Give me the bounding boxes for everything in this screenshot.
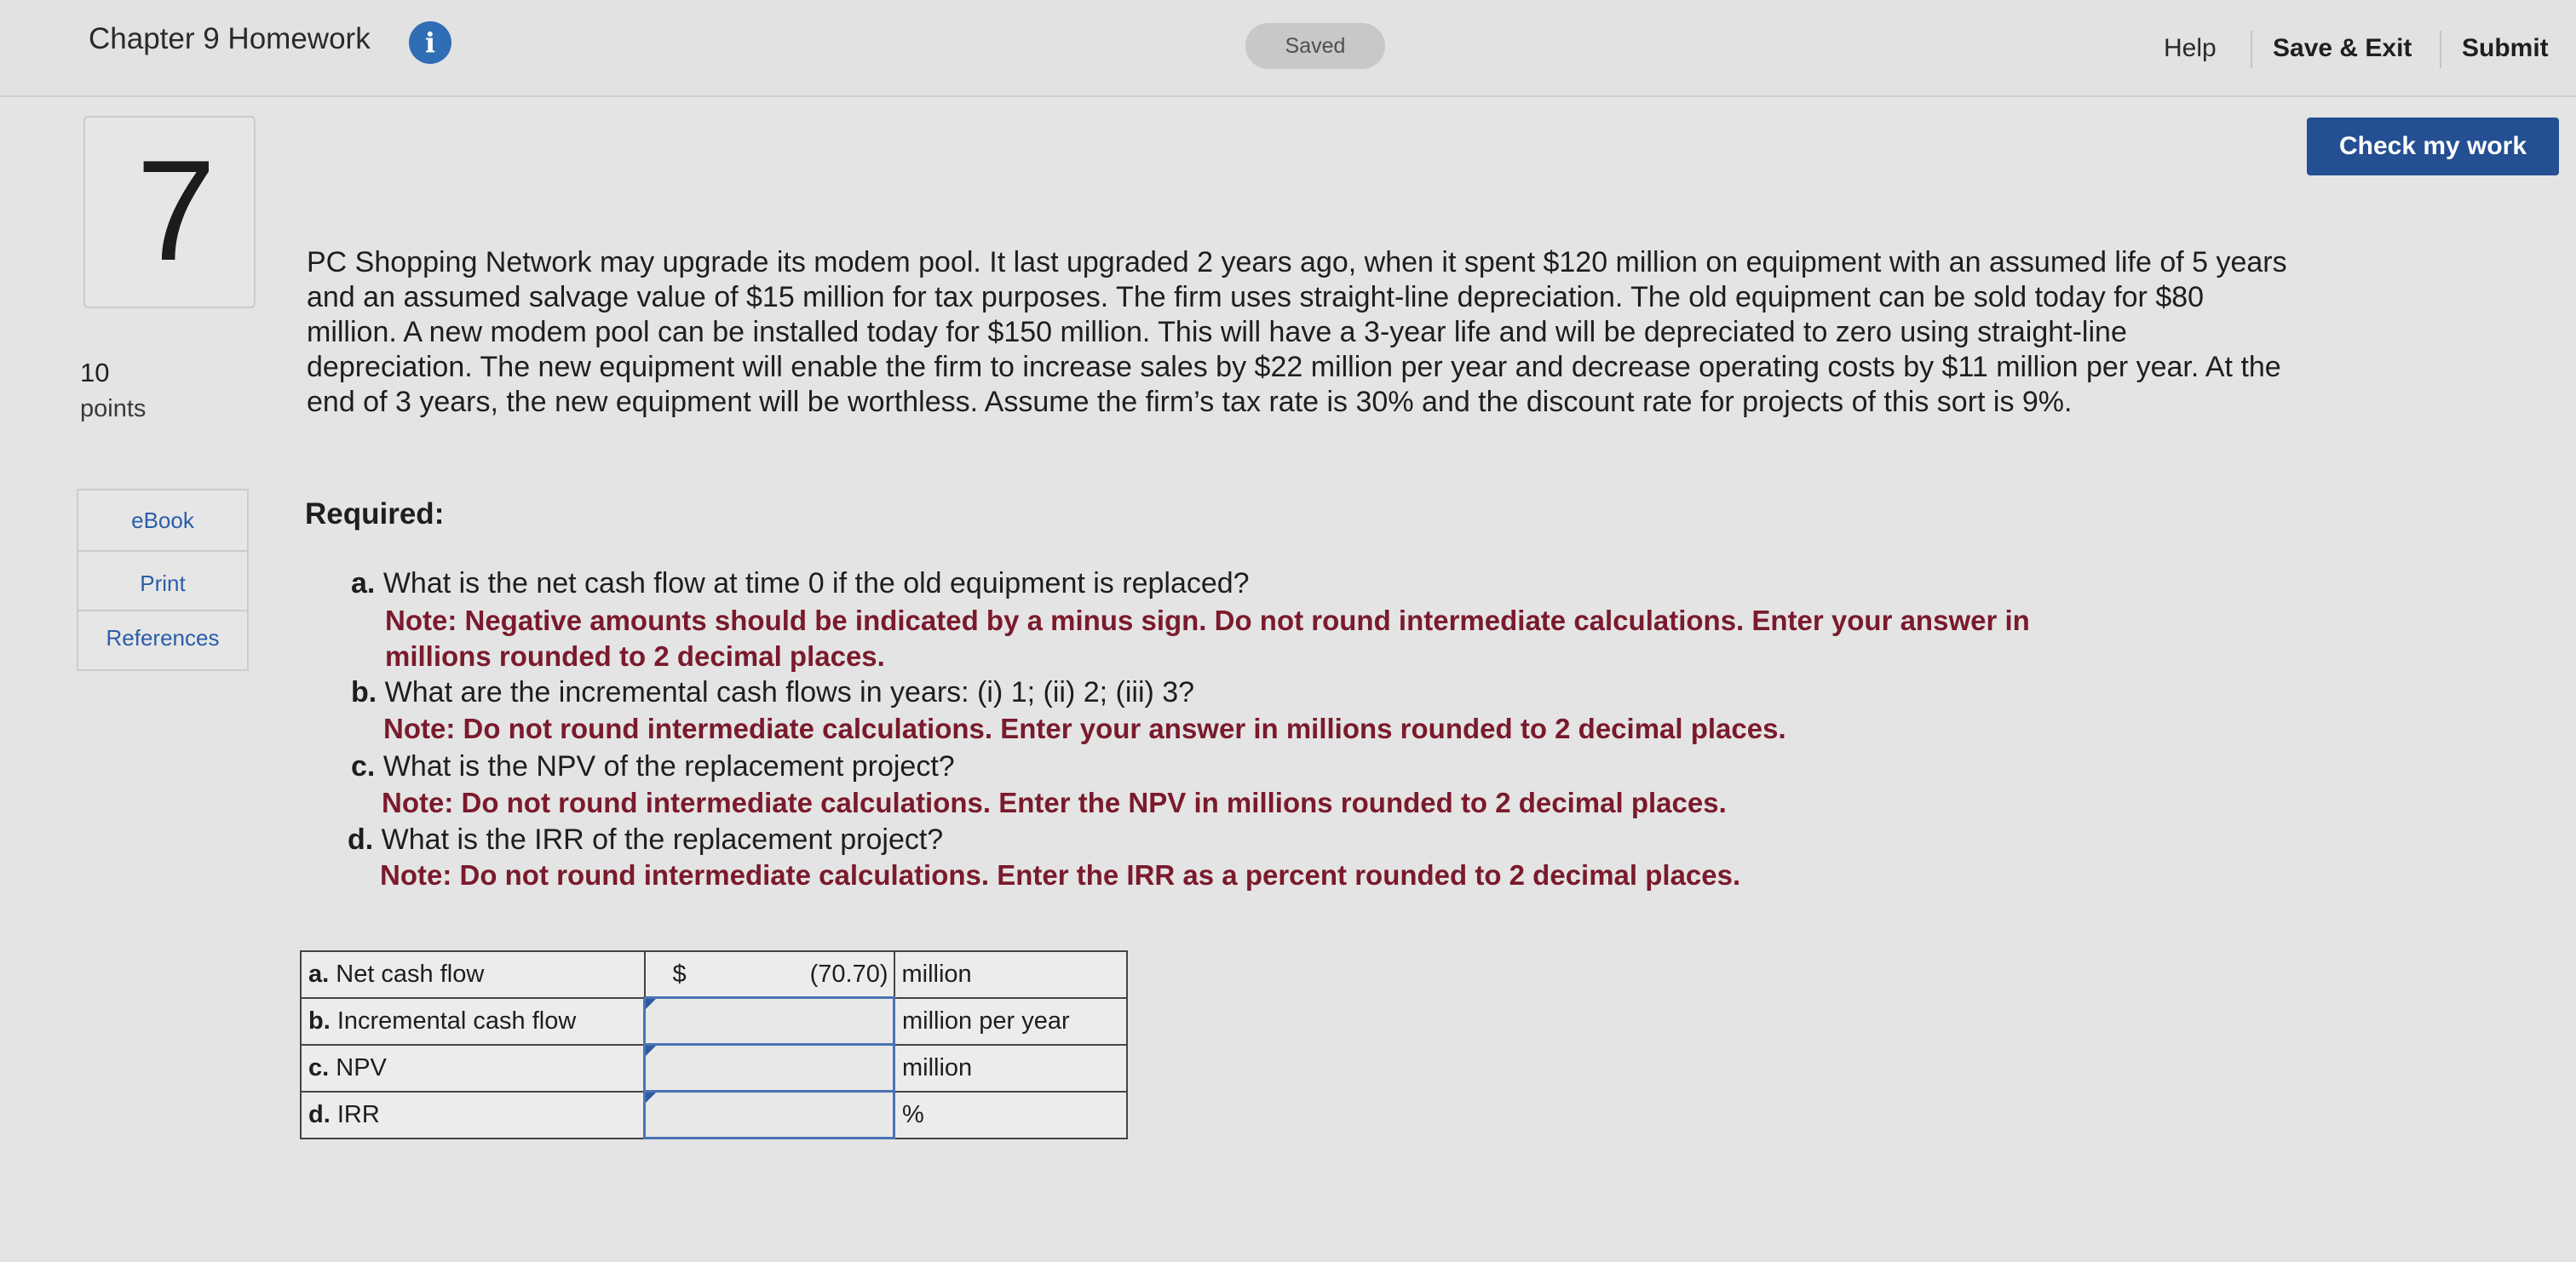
points-value: 10 [80, 358, 110, 387]
answer-label [301, 998, 645, 1045]
input-corner-marker [646, 1046, 656, 1056]
requirement-b-note: Note: Do not round intermediate calculations. Enter your answer in millions rounded to 2 decimal places. [383, 713, 1786, 744]
requirement-letter: a. [351, 567, 376, 599]
answer-label [301, 951, 645, 998]
input-corner-marker [646, 1093, 656, 1103]
currency-symbol: $ [672, 961, 687, 988]
requirement-text: What is the IRR of the replacement project? [381, 823, 944, 856]
info-icon[interactable]: i [409, 21, 451, 64]
answer-label-text: IRR [330, 1100, 380, 1128]
requirement-letter: b. [351, 676, 377, 708]
requirement-d [348, 822, 943, 858]
submit-button[interactable]: Submit [2462, 34, 2549, 62]
requirement-b [351, 674, 1194, 710]
tool-divider [78, 610, 247, 611]
check-my-work-button[interactable]: Check my work [2307, 118, 2559, 175]
net-cash-flow-value: (70.70) [809, 961, 888, 988]
ebook-link[interactable]: eBook [131, 508, 194, 533]
points-label: points [80, 395, 147, 422]
table-row [301, 1092, 1127, 1139]
npv-input[interactable] [645, 1045, 894, 1092]
answer-letter: b. [308, 1007, 331, 1035]
question-number-box [83, 116, 256, 308]
table-row [301, 951, 1127, 998]
answer-label [301, 1092, 645, 1139]
answer-unit: % [894, 1092, 1128, 1139]
requirement-c-note: Note: Do not round intermediate calculations. Enter the NPV in millions rounded to 2 decimal places. [382, 787, 1727, 818]
answer-label-text: Incremental cash flow [330, 1007, 577, 1035]
problem-statement: PC Shopping Network may upgrade its modem pool. It last upgraded 2 years ago, when it spent $120 million on equipment with an assumed life of 5 years and an assumed salvage value of $15 million for tax purposes. The firm uses straight-line depreciation. The old equipment can be sold today for $80 million. A new modem pool can be installed today for $150 million. This will have a 3-year life and will be depreciated to zero using straight-line depreciation. The new equipment will enable the firm to increase sales by $22 million per year and decrease operating costs by $11 million per year. At the end of 3 years, the new equipment will be worthless. Assume the firm’s tax rate is 30% and the discount rate for projects of this sort is 9%. [307, 246, 2287, 418]
net-cash-flow-input[interactable] [645, 951, 894, 998]
save-exit-button[interactable]: Save & Exit [2273, 34, 2412, 62]
table-row [301, 1045, 1127, 1092]
answer-letter: a. [308, 960, 330, 988]
question-tools-panel [77, 489, 249, 671]
answer-letter: c. [308, 1053, 330, 1081]
saved-status-badge: Saved [1245, 23, 1385, 69]
requirement-c [351, 749, 955, 784]
incremental-cash-flow-input[interactable] [645, 998, 894, 1045]
table-row [301, 998, 1127, 1045]
print-link[interactable]: Print [140, 571, 186, 596]
requirement-text: What are the incremental cash flows in years: (i) 1; (ii) 2; (iii) 3? [384, 676, 1195, 708]
answer-unit: million per year [894, 998, 1128, 1045]
irr-input[interactable] [645, 1092, 894, 1139]
requirement-letter: c. [351, 750, 376, 783]
requirement-letter: d. [348, 823, 374, 856]
input-corner-marker [646, 999, 656, 1009]
tool-divider [78, 550, 247, 552]
answer-table [300, 950, 1128, 1139]
required-heading: Required: [305, 497, 445, 531]
requirement-a-note: Note: Negative amounts should be indicated by a minus sign. Do not round intermediate calculations. Enter your answer in [385, 605, 2030, 636]
requirement-a-note-cont: millions rounded to 2 decimal places. [385, 640, 885, 672]
assignment-title: Chapter 9 Homework [89, 22, 371, 55]
help-link[interactable]: Help [2164, 34, 2217, 62]
answer-unit: million [894, 951, 1128, 998]
top-bar [0, 0, 2576, 97]
requirement-a [351, 565, 1250, 601]
answer-label [301, 1045, 645, 1092]
requirement-text: What is the NPV of the replacement project? [382, 750, 955, 783]
answer-letter: d. [308, 1100, 331, 1128]
answer-label-text: NPV [329, 1053, 387, 1081]
requirement-d-note: Note: Do not round intermediate calculations. Enter the IRR as a percent rounded to 2 decimal places. [380, 859, 1741, 891]
answer-unit: million [894, 1045, 1128, 1092]
nav-divider [2251, 31, 2252, 68]
nav-divider [2440, 31, 2441, 68]
question-number: 7 [136, 130, 216, 290]
answer-label-text: Net cash flow [329, 960, 485, 988]
references-link[interactable]: References [106, 625, 220, 651]
requirement-text: What is the net cash flow at time 0 if the old equipment is replaced? [382, 567, 1250, 599]
